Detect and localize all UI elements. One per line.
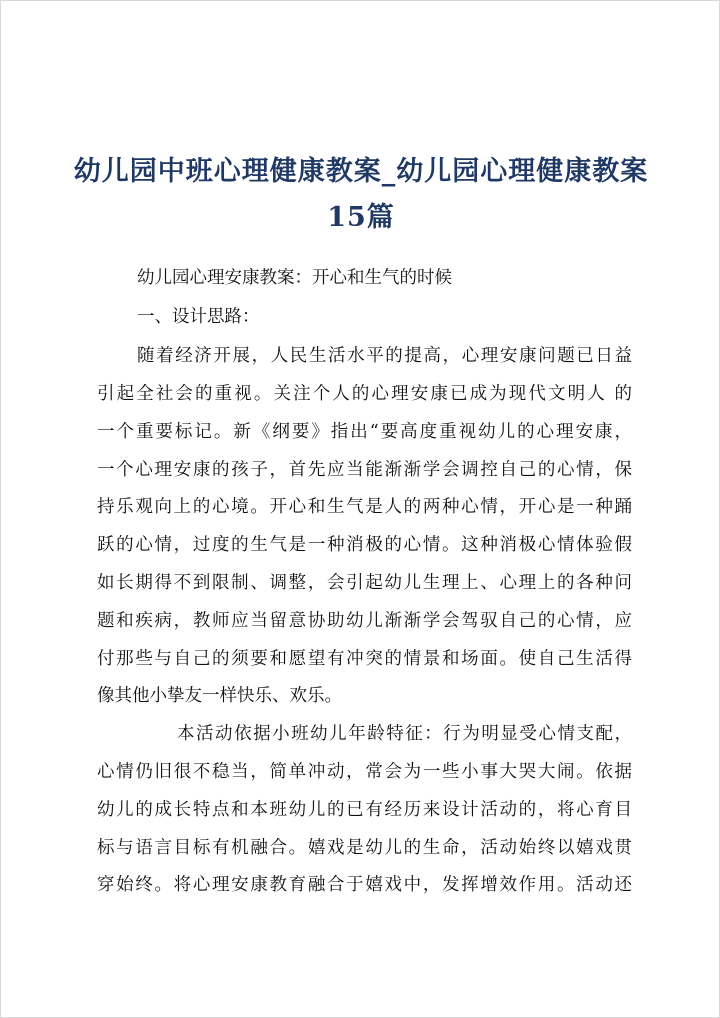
paragraph-line: 一个心理安康的孩子，首先应当能渐渐学会调控自己的心情，保: [97, 460, 632, 480]
document-title: 幼儿园中班心理健康教案_幼儿园心理健康教案15篇: [73, 156, 649, 233]
paragraph-line: 心情仍旧很不稳当，简单冲动，常会为一些小事大哭大闹。依据: [97, 762, 632, 782]
paragraph-line: 题和疾病，教师应当留意协助幼儿渐渐学会驾驭自己的心情，应: [97, 611, 632, 631]
paragraph-line: 像其他小挚友一样快乐、欢乐。: [97, 686, 342, 706]
paragraph-line: 引起全社会的重视。关注个人的心理安康已成为现代文明人 的: [97, 384, 632, 404]
paragraph-line: 一个重要标记。新《纲要》指出“要高度重视幼儿的心理安康，: [97, 422, 632, 442]
paragraph-line: 如长期得不到限制、调整，会引起幼儿生理上、心理上的各种问: [97, 573, 632, 593]
subtitle-line: 幼儿园心理安康教案：开心和生气的时候: [137, 268, 452, 288]
section-heading: 一、设计思路：: [137, 307, 260, 327]
paragraph-line: 标与语言目标有机融合。嬉戏是幼儿的生命，活动始终以嬉戏贯: [97, 838, 632, 858]
paragraph-line: 付那些与自己的须要和愿望有冲突的情景和场面。使自己生活得: [97, 649, 632, 669]
paragraph-line: 幼儿的成长特点和本班幼儿的已有经历来设计活动的，将心育目: [97, 800, 632, 820]
paragraph-line: 持乐观向上的心境。开心和生气是人的两种心情，开心是一种踊: [97, 497, 632, 517]
paragraph-line: 本活动依据小班幼儿年龄特征：行为明显受心情支配，: [177, 724, 632, 744]
paragraph-line: 跃的心情，过度的生气是一种消极的心情。这种消极心情体验假: [97, 535, 632, 555]
paragraph-line: 穿始终。将心理安康教育融合于嬉戏中，发挥增效作用。活动还: [97, 875, 632, 895]
paragraph-line: 随着经济开展，人民生活水平的提高，心理安康问题已日益: [137, 346, 632, 366]
